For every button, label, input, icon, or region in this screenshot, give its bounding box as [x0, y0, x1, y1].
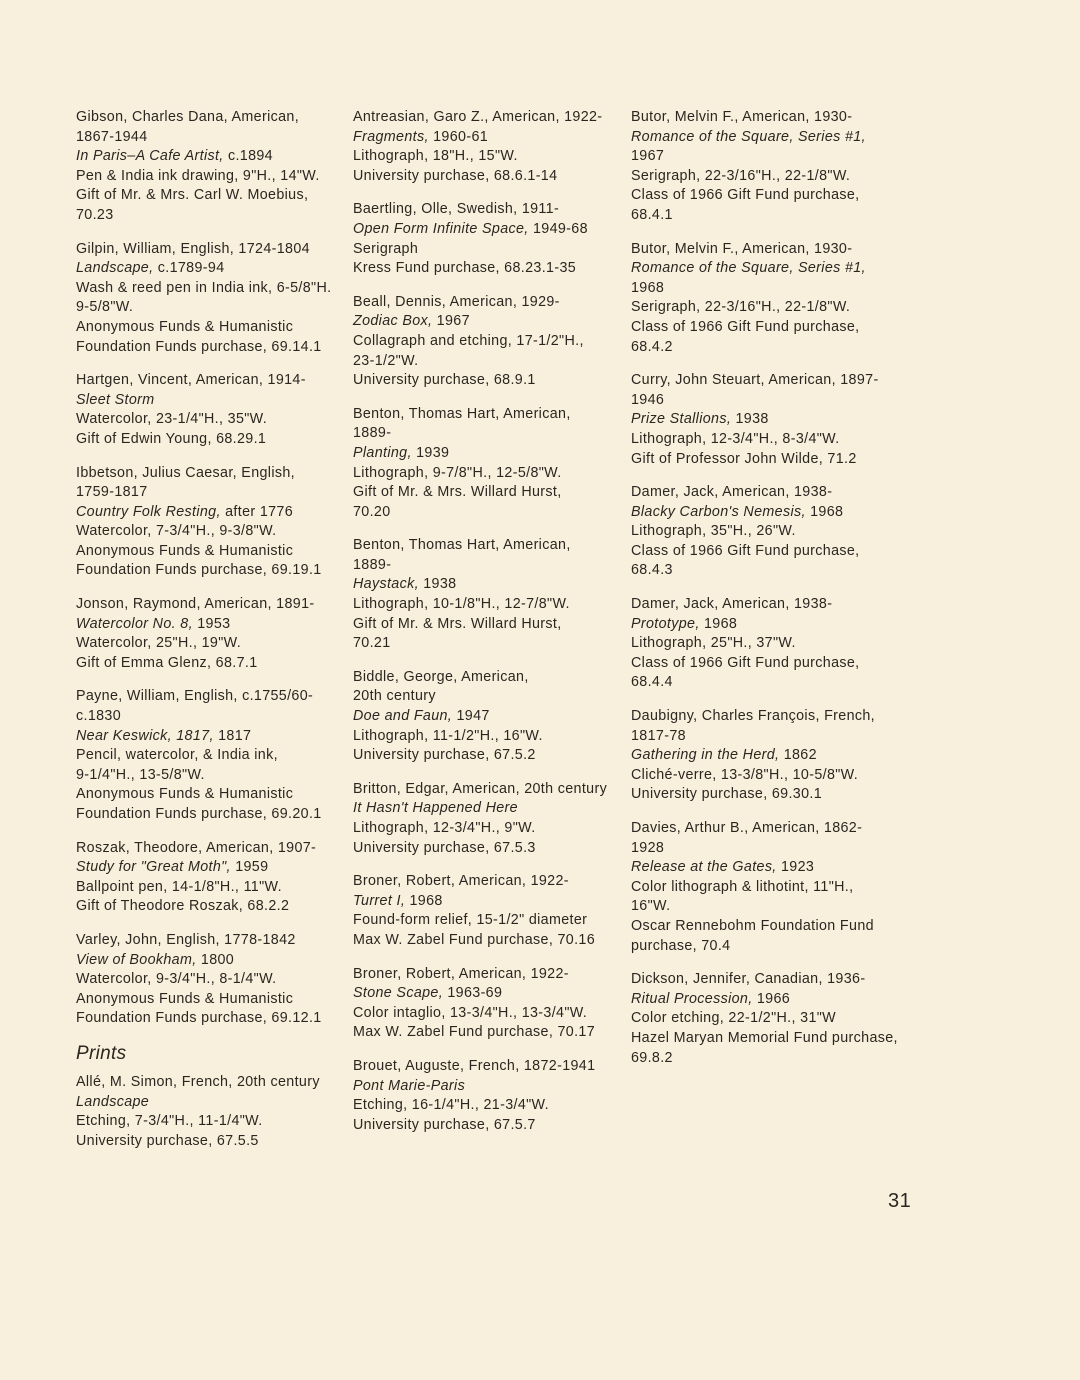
work-date: 1938 [418, 576, 457, 593]
column-2 [353, 108, 628, 1149]
detail-line: 68.4.1 [631, 206, 673, 223]
detail-line: Watercolor, 23-1/4"H., 35"W. [76, 411, 268, 428]
artist-line: Daubigny, Charles François, French, [631, 708, 876, 725]
artist-line: 1817-78 [631, 727, 686, 744]
work-date: 1968 [699, 615, 738, 632]
title-line [631, 128, 906, 148]
title-line [631, 990, 906, 1010]
work-date: 1966 [752, 990, 791, 1007]
catalog-entry [631, 707, 906, 805]
work-date: 1938 [731, 411, 769, 428]
detail-line: Color etching, 22-1/2"H., 31"W [631, 1010, 837, 1027]
detail-line: University purchase, 68.9.1 [353, 372, 536, 389]
work-title: Watercolor No. 8, [76, 615, 193, 632]
catalog-entry [76, 371, 351, 449]
detail-line: Lithograph, 11-1/2"H., 16"W. [353, 727, 543, 744]
artist-line: Jonson, Raymond, American, 1891- [76, 596, 315, 613]
detail-line: 68.4.4 [631, 674, 673, 691]
column-1 [76, 108, 351, 1165]
catalog-entry [353, 536, 628, 654]
detail-line: 69.8.2 [631, 1049, 673, 1066]
detail-line: 68.4.2 [631, 338, 673, 355]
artist-line: Roszak, Theodore, American, 1907- [76, 839, 317, 856]
detail-line: Lithograph, 18"H., 15"W. [353, 148, 518, 165]
catalog-entry [353, 405, 628, 523]
work-title: Prize Stallions, [631, 411, 732, 428]
catalog-entry [76, 464, 351, 582]
catalog-entry [353, 1057, 628, 1135]
catalog-entry [631, 970, 906, 1068]
catalog-entry [631, 483, 906, 581]
catalog-entry [353, 108, 628, 186]
detail-line: Pencil, watercolor, & India ink, [76, 747, 278, 764]
work-title: Fragments, [353, 128, 429, 145]
detail-line: Serigraph, 22-3/16"H., 22-1/8"W. [631, 299, 851, 316]
catalog-entry [76, 1073, 351, 1151]
artist-line: c.1830 [76, 708, 122, 725]
artist-line: Baertling, Olle, Swedish, 1911- [353, 201, 560, 218]
work-title: Doe and Faun, [353, 708, 453, 725]
catalog-entry [353, 668, 628, 766]
artist-line: Broner, Robert, American, 1922- [353, 965, 569, 982]
detail-line: University purchase, 67.5.7 [353, 1116, 536, 1133]
artist-line: 20th century [353, 688, 436, 705]
artist-line: Butor, Melvin F., American, 1930- [631, 109, 853, 125]
detail-line: Gift of Theodore Roszak, 68.2.2 [76, 898, 290, 915]
detail-line: Found-form relief, 15-1/2" diameter [353, 912, 588, 929]
detail-line: 1967 [631, 148, 665, 165]
detail-line: Watercolor, 7-3/4"H., 9-3/8"W. [76, 523, 277, 540]
detail-line: Gift of Edwin Young, 68.29.1 [76, 430, 267, 447]
artist-line: 1889- [353, 425, 392, 442]
detail-line: Foundation Funds purchase, 69.12.1 [76, 1010, 322, 1027]
artist-line: Payne, William, English, c.1755/60- [76, 688, 314, 705]
detail-line: 68.4.3 [631, 562, 673, 579]
detail-line: Pen & India ink drawing, 9"H., 14"W. [76, 167, 320, 184]
title-line [631, 410, 906, 430]
detail-line: Serigraph [353, 240, 419, 257]
work-date: 1963-69 [443, 985, 503, 1002]
detail-line: Gift of Emma Glenz, 68.7.1 [76, 654, 258, 671]
work-date: 1960-61 [428, 128, 489, 145]
work-date: c.1789-94 [153, 260, 225, 277]
detail-line: Gift of Professor John Wilde, 71.2 [631, 450, 857, 467]
work-date: 1968 [405, 892, 443, 909]
work-date: 1953 [192, 615, 231, 632]
work-date: c.1894 [223, 148, 273, 165]
detail-line: University purchase, 67.5.3 [353, 839, 536, 856]
title-line [76, 391, 351, 411]
page-number: 31 [888, 1190, 912, 1212]
title-line [631, 503, 906, 523]
artist-line: Benton, Thomas Hart, American, [353, 537, 571, 554]
detail-line: 1968 [631, 279, 665, 296]
work-title: Prototype, [631, 615, 700, 632]
catalog-entry [76, 931, 351, 1029]
detail-line: Gift of Mr. & Mrs. Carl W. Moebius, [76, 187, 309, 204]
work-title: Ritual Procession, [631, 990, 753, 1007]
work-title: Country Folk Resting, [76, 503, 221, 520]
artist-line: Gilpin, William, English, 1724-1804 [76, 240, 310, 257]
artist-line: Allé, M. Simon, French, 20th century [76, 1073, 320, 1090]
detail-line: purchase, 70.4 [631, 937, 731, 954]
artist-line: Britton, Edgar, American, 20th century [353, 780, 608, 797]
title-line [353, 1077, 628, 1097]
work-title: Zodiac Box, [353, 313, 433, 330]
catalog-entry [353, 200, 628, 278]
detail-line: Class of 1966 Gift Fund purchase, [631, 654, 860, 671]
entry-list [353, 108, 628, 1135]
catalog-entry [631, 595, 906, 693]
work-title: It Hasn't Happened Here [353, 800, 518, 817]
artist-line: Biddle, George, American, [353, 668, 529, 685]
title-line [76, 858, 351, 878]
title-line [353, 799, 628, 819]
title-line [76, 951, 351, 971]
detail-line: 70.20 [353, 503, 391, 520]
detail-line: Gift of Mr. & Mrs. Willard Hurst, [353, 615, 562, 632]
work-date: 1939 [411, 444, 450, 461]
work-title: Romance of the Square, Series #1, [631, 128, 866, 145]
work-title: Study for "Great Moth", [76, 859, 231, 876]
detail-line: University purchase, 67.5.2 [353, 747, 536, 764]
artist-line: Broner, Robert, American, 1922- [353, 873, 569, 890]
catalog-entry [353, 965, 628, 1043]
artist-line: Hartgen, Vincent, American, 1914- [76, 372, 306, 389]
work-title: Turret I, [353, 892, 406, 909]
work-title: Landscape, [76, 260, 154, 277]
detail-line: Oscar Rennebohm Foundation Fund [631, 917, 874, 934]
detail-line: Gift of Mr. & Mrs. Willard Hurst, [353, 484, 562, 501]
work-title: Release at the Gates, [631, 859, 777, 876]
artist-line: Dickson, Jennifer, Canadian, 1936- [631, 971, 866, 988]
detail-line: Cliché-verre, 13-3/8"H., 10-5/8"W. [631, 766, 859, 783]
artist-line: 1889- [353, 556, 392, 573]
artist-line: Curry, John Steuart, American, 1897- [631, 372, 879, 389]
artist-line: 1946 [631, 391, 665, 408]
artist-line: Damer, Jack, American, 1938- [631, 484, 833, 501]
detail-line: Class of 1966 Gift Fund purchase, [631, 542, 860, 559]
entry-list [631, 108, 906, 1068]
work-date: 1817 [213, 727, 252, 744]
detail-line: 70.21 [353, 635, 391, 652]
catalog-entry [631, 371, 906, 469]
artist-line: 1759-1817 [76, 484, 148, 501]
work-date: 1800 [196, 951, 235, 968]
work-title: Blacky Carbon's Nemesis, [631, 503, 806, 520]
detail-line: Anonymous Funds & Humanistic [76, 990, 294, 1007]
catalog-entry [353, 780, 628, 858]
work-title: Pont Marie-Paris [353, 1077, 466, 1094]
work-title: View of Bookham, [76, 951, 197, 968]
detail-line: Collagraph and etching, 17-1/2"H., [353, 332, 584, 349]
detail-line: Hazel Maryan Memorial Fund purchase, [631, 1029, 898, 1046]
detail-line: 9-1/4"H., 13-5/8"W. [76, 766, 205, 783]
title-line [76, 147, 351, 167]
detail-line: Etching, 16-1/4"H., 21-3/4"W. [353, 1097, 549, 1114]
catalog-entry [631, 240, 906, 358]
detail-line: University purchase, 67.5.5 [76, 1132, 259, 1149]
detail-line: Lithograph, 12-3/4"H., 8-3/4"W. [631, 430, 840, 447]
detail-line: Lithograph, 9-7/8"H., 12-5/8"W. [353, 464, 562, 481]
title-line [76, 727, 351, 747]
detail-line: Lithograph, 10-1/8"H., 12-7/8"W. [353, 596, 570, 613]
title-line [631, 858, 906, 878]
work-title: In Paris–A Cafe Artist, [76, 148, 224, 165]
detail-line: Ballpoint pen, 14-1/8"H., 11"W. [76, 878, 282, 895]
title-line [353, 707, 628, 727]
detail-line: Lithograph, 12-3/4"H., 9"W. [353, 820, 536, 836]
work-title: Sleet Storm [76, 391, 155, 408]
catalog-entry [353, 293, 628, 391]
catalog-entry [631, 108, 906, 226]
detail-line: Watercolor, 25"H., 19"W. [76, 635, 242, 652]
work-title: Romance of the Square, Series #1, [631, 260, 866, 277]
title-line [76, 503, 351, 523]
title-line [353, 984, 628, 1004]
catalog-entry [76, 240, 351, 358]
work-date: 1923 [776, 859, 815, 876]
detail-line: Lithograph, 35"H., 26"W. [631, 523, 796, 540]
artist-line: Damer, Jack, American, 1938- [631, 596, 833, 613]
work-date: 1947 [452, 708, 490, 725]
title-line [631, 259, 906, 279]
detail-line: Max W. Zabel Fund purchase, 70.17 [353, 1024, 596, 1041]
column-3 [631, 108, 906, 1082]
section-heading-prints: Prints [76, 1042, 127, 1064]
title-line [353, 312, 628, 332]
detail-line: Kress Fund purchase, 68.23.1-35 [353, 260, 577, 277]
artist-line: 1928 [631, 839, 665, 856]
catalog-entry [76, 839, 351, 917]
work-title: Stone Scape, [353, 985, 444, 1002]
work-title: Near Keswick, 1817, [76, 727, 214, 744]
work-date: 1862 [779, 747, 817, 764]
work-date: 1968 [805, 503, 844, 520]
catalog-entry [76, 687, 351, 824]
work-title: Haystack, [353, 576, 419, 593]
artist-line: Gibson, Charles Dana, American, [76, 109, 300, 125]
detail-line: Color intaglio, 13-3/4"H., 13-3/4"W. [353, 1004, 588, 1021]
title-line [76, 615, 351, 635]
detail-line: Wash & reed pen in India ink, 6-5/8"H. [76, 279, 332, 296]
artist-line: Antreasian, Garo Z., American, 1922- [353, 109, 603, 125]
detail-line: Class of 1966 Gift Fund purchase, [631, 187, 860, 204]
detail-line: Anonymous Funds & Humanistic [76, 318, 294, 335]
work-title: Gathering in the Herd, [631, 747, 780, 764]
title-line [631, 746, 906, 766]
detail-line: Max W. Zabel Fund purchase, 70.16 [353, 931, 596, 948]
detail-line: Color lithograph & lithotint, 11"H., [631, 878, 854, 895]
work-date: after 1776 [220, 503, 294, 520]
title-line [353, 575, 628, 595]
detail-line: 70.23 [76, 206, 114, 223]
detail-line: Etching, 7-3/4"H., 11-1/4"W. [76, 1113, 263, 1130]
catalog-entry [631, 819, 906, 956]
title-line [353, 128, 628, 148]
detail-line: Serigraph, 22-3/16"H., 22-1/8"W. [631, 167, 851, 184]
artist-line: 1867-1944 [76, 128, 148, 145]
catalog-entry [76, 108, 351, 226]
detail-line: Anonymous Funds & Humanistic [76, 786, 294, 803]
detail-line: Foundation Funds purchase, 69.20.1 [76, 806, 322, 822]
work-date: 1967 [432, 313, 470, 330]
catalog-entry [353, 872, 628, 950]
artist-line: Ibbetson, Julius Caesar, English, [76, 464, 295, 481]
work-title: Planting, [353, 444, 412, 461]
detail-line: Anonymous Funds & Humanistic [76, 542, 294, 559]
work-title: Landscape [76, 1093, 150, 1110]
artist-line: Benton, Thomas Hart, American, [353, 405, 571, 422]
detail-line: University purchase, 68.6.1-14 [353, 167, 558, 184]
entry-list [76, 108, 351, 1029]
detail-line: Lithograph, 25"H., 37"W. [631, 635, 796, 652]
work-date: 1959 [230, 859, 269, 876]
title-line [76, 1093, 351, 1113]
detail-line: Watercolor, 9-3/4"H., 8-1/4"W. [76, 971, 277, 988]
artist-line: Varley, John, English, 1778-1842 [76, 931, 296, 948]
title-line [353, 892, 628, 912]
title-line [353, 444, 628, 464]
title-line [76, 259, 351, 279]
detail-line: University purchase, 69.30.1 [631, 786, 822, 803]
artist-line: Davies, Arthur B., American, 1862- [631, 820, 863, 836]
artist-line: Brouet, Auguste, French, 1872-1941 [353, 1057, 596, 1074]
detail-line: Foundation Funds purchase, 69.14.1 [76, 338, 322, 355]
work-title: Open Form Infinite Space, [353, 220, 529, 237]
work-date: 1949-68 [528, 220, 588, 237]
catalog-entry [76, 595, 351, 673]
title-line [631, 615, 906, 635]
detail-line: 23-1/2"W. [353, 352, 419, 369]
detail-line: 9-5/8"W. [76, 299, 134, 316]
detail-line: Class of 1966 Gift Fund purchase, [631, 318, 860, 335]
artist-line: Beall, Dennis, American, 1929- [353, 293, 560, 310]
artist-line: Butor, Melvin F., American, 1930- [631, 240, 853, 257]
title-line [353, 220, 628, 240]
detail-line: Foundation Funds purchase, 69.19.1 [76, 562, 322, 579]
entry-list [76, 1073, 351, 1151]
detail-line: 16"W. [631, 898, 671, 915]
